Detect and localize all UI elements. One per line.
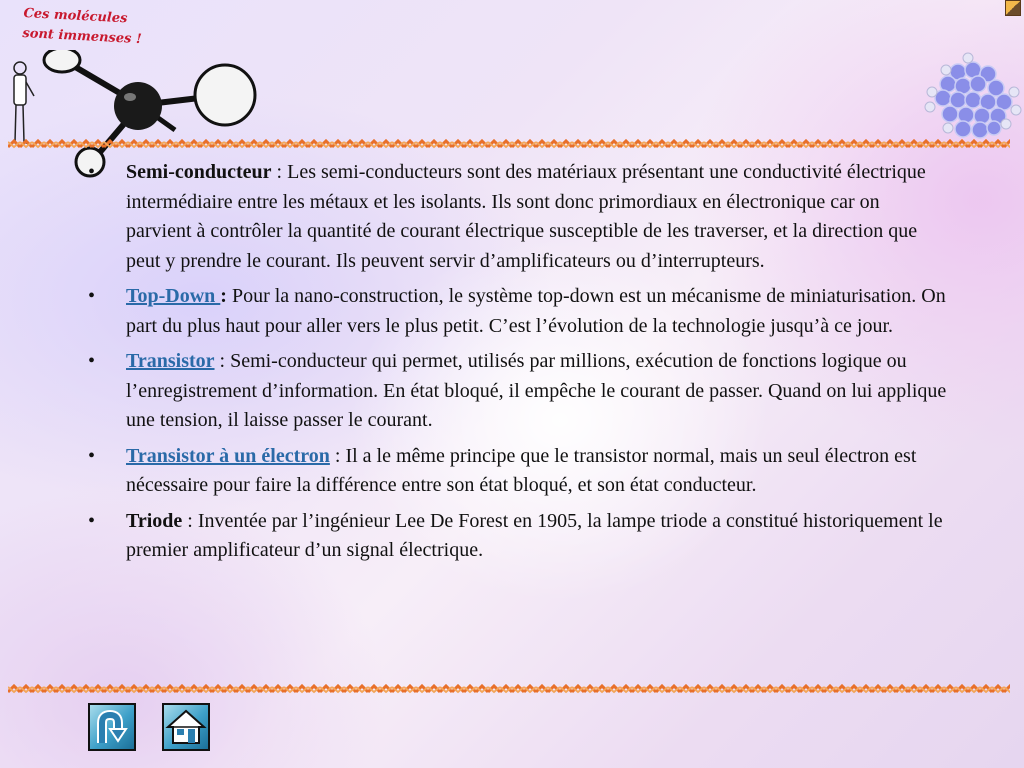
- list-item-top-down: [88, 282, 948, 341]
- header-title: [22, 4, 143, 50]
- definition-transistor: : Semi-conducteur qui permet, utilisés par millions, exécution de fonctions logique ou l’enregistrement d’information. En état bloqué, il empêche le courant de passer. Quand on lui applique une tension, il laisse passer le courant.: [126, 350, 947, 431]
- link-transistor[interactable]: Transistor: [126, 350, 215, 372]
- definition-top-down: Pour la nano-construction, le système top-down est un mécanisme de miniaturisation. On part du plus haut pour aller vers le plus petit. C’est l’évolution de la technologie jusqu’à ce jour.: [126, 285, 946, 337]
- decorative-rope-top: [8, 139, 1010, 149]
- list-item-triode: [88, 507, 948, 566]
- definitions-list: [88, 158, 948, 572]
- list-item-semi-conducteur: [88, 158, 948, 276]
- bullet: •: [88, 285, 96, 307]
- stick-figure-illustration: [6, 60, 46, 150]
- u-turn-arrow-icon: [90, 705, 134, 749]
- list-item-transistor: [88, 347, 948, 436]
- header-title-line2: sont immenses !: [22, 25, 142, 48]
- back-button[interactable]: [88, 703, 136, 751]
- house-icon: [164, 705, 208, 749]
- link-transistor-un-electron[interactable]: Transistor à un électron: [126, 444, 330, 467]
- definition-triode: : Inventée par l’ingénieur Lee De Forest en 1905, la lampe triode a constitué historiquement le premier amplificateur d’un signal électrique.: [126, 509, 943, 561]
- definition-semi-conducteur: : Les semi-conducteurs sont des matériaux présentant une conductivité électrique intermédiaire entre les métaux et les isolants. Ils sont donc primordiaux en électronique car on parvient à contrôler la quantité de courant électrique susceptible de les traverser, et la direction que peut y prendre le courant. Ils peuvent servir d’amplificateurs ou d’interrupteurs.: [126, 161, 926, 272]
- bullet: •: [88, 350, 96, 372]
- link-top-down[interactable]: Top-Down: [126, 285, 221, 307]
- bullet: •: [88, 161, 96, 183]
- bullet: •: [88, 444, 96, 467]
- term-semi-conducteur: Semi-conducteur: [126, 161, 272, 183]
- definition-transistor-un-electron: : Il a le même principe que le transistor normal, mais un seul électron est nécessaire pour faire la différence entre son état bloqué, et son état conducteur.: [126, 444, 917, 496]
- nanotube-illustration: [918, 52, 1024, 142]
- list-item-transistor-un-electron: [88, 442, 948, 501]
- term-triode: Triode: [126, 509, 183, 532]
- header-title-line1: Ces molécules: [23, 5, 128, 27]
- home-button[interactable]: [162, 703, 210, 751]
- decorative-rope-bottom: [8, 684, 1010, 694]
- bullet: •: [88, 509, 96, 532]
- separator-top-down: :: [220, 285, 227, 307]
- corner-fold-icon[interactable]: [1005, 0, 1021, 16]
